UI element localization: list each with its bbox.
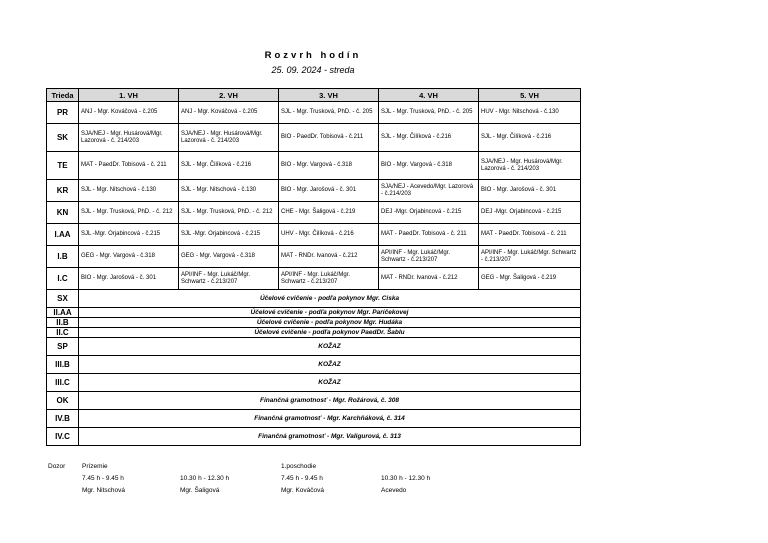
class-cell: III.B — [47, 356, 79, 374]
class-cell: SX — [47, 290, 79, 308]
merged-lesson-cell: Účelové cvičenie - podľa pokynov Mgr. Hudáka — [79, 318, 581, 328]
header-vh4: 4. VH — [379, 89, 479, 102]
table-row-merged — [47, 338, 581, 356]
lesson-cell: SJL - Mgr. Trusková, PhD. - č. 205 — [279, 102, 379, 124]
table-row-merged — [47, 290, 581, 308]
dozor-teacher: Acevedo — [381, 487, 407, 494]
merged-lesson-cell: Účelové cvičenie - podľa pokynov Mgr. Paríčekovej — [79, 308, 581, 318]
class-cell: KN — [47, 202, 79, 224]
lesson-cell: GEG - Mgr. Vargová - č.318 — [179, 246, 279, 268]
dozor-teacher: Mgr. Šaligová — [180, 487, 220, 494]
lesson-cell: DEJ -Mgr. Orjabincová - č.215 — [379, 202, 479, 224]
dozor-teacher: Mgr. Kováčová — [281, 487, 324, 494]
dozor-column-ground-floor-2 — [180, 461, 229, 497]
table-row-merged — [47, 328, 581, 338]
lesson-cell: BIO - Mgr. Jarošová - č. 301 — [479, 180, 581, 202]
lesson-cell: API/INF - Mgr. Lukáč/Mgr. Schwartz - č.213/207 — [179, 268, 279, 290]
lesson-cell: BIO - Mgr. Vargová - č.318 — [379, 152, 479, 180]
table-row — [47, 124, 581, 152]
lesson-cell: SJA/NEJ - Mgr. Husárová/Mgr. Lazorová - č. 214/203 — [79, 124, 179, 152]
header-vh3: 3. VH — [279, 89, 379, 102]
class-cell: II.C — [47, 328, 79, 338]
table-row-merged — [47, 356, 581, 374]
table-row-merged — [47, 308, 581, 318]
table-row — [47, 102, 581, 124]
dozor-column-first-floor — [281, 461, 324, 497]
dozor-location: Prízemie — [82, 463, 108, 470]
class-cell: SP — [47, 338, 79, 356]
class-cell: PR — [47, 102, 79, 124]
lesson-cell: SJL - Mgr. Nitschová - č.130 — [79, 180, 179, 202]
class-cell: KR — [47, 180, 79, 202]
lesson-cell: MAT - RNDr. Ivanová - č.212 — [279, 246, 379, 268]
class-cell: IV.B — [47, 410, 79, 428]
table-row-merged — [47, 318, 581, 328]
dozor-label: Dozor — [48, 463, 66, 470]
lesson-cell: SJA/NEJ - Mgr. Husárová/Mgr. Lazorová - č. 214/203 — [179, 124, 279, 152]
merged-lesson-cell: KOŽAZ — [79, 356, 581, 374]
dozor-location — [381, 461, 430, 473]
lesson-cell: DEJ -Mgr. Orjabincová - č.215 — [479, 202, 581, 224]
lesson-cell: GEG - Mgr. Šaligová - č.219 — [479, 268, 581, 290]
dozor-time: 7.45 h - 9.45 h — [82, 475, 124, 482]
lesson-cell: BIO - Mgr. Jarošová - č. 301 — [79, 268, 179, 290]
class-cell: I.B — [47, 246, 79, 268]
dozor-column-first-floor-2 — [381, 461, 430, 497]
dozor-time: 7.45 h - 9.45 h — [281, 475, 323, 482]
lesson-cell: BIO - Mgr. Vargová - č.318 — [279, 152, 379, 180]
lesson-cell: HUV - Mgr. Nitschová - č.130 — [479, 102, 581, 124]
header-vh2: 2. VH — [179, 89, 279, 102]
lesson-cell: SJA/NEJ - Acevedo/Mgr. Lazorová - č.214/203 — [379, 180, 479, 202]
header-vh5: 5. VH — [479, 89, 581, 102]
class-cell: II.AA — [47, 308, 79, 318]
header-class: Trieda — [47, 89, 79, 102]
lesson-cell: API/INF - Mgr. Lukáč/Mgr. Schwartz - č.213/207 — [479, 246, 581, 268]
merged-lesson-cell: Účelové cvičenie - podľa pokynov Mgr. Ciska — [79, 290, 581, 308]
merged-lesson-cell: Finančná gramotnosť - Mgr. Rožárová, č. 308 — [79, 392, 581, 410]
class-cell: I.AA — [47, 224, 79, 246]
lesson-cell: CHE - Mgr. Šaligová - č.219 — [279, 202, 379, 224]
page-subtitle: 25. 09. 2024 - streda — [271, 65, 355, 75]
merged-lesson-cell: Finančná gramotnosť - Mgr. Valigurová, č. 313 — [79, 428, 581, 446]
merged-lesson-cell: KOŽAZ — [79, 374, 581, 392]
table-row — [47, 246, 581, 268]
dozor-location — [180, 461, 229, 473]
lesson-cell: SJL - Mgr. Čilíková - č.216 — [379, 124, 479, 152]
page-title: Rozvrh hodín — [264, 50, 362, 61]
lesson-cell: SJL - Mgr. Trusková, PhD. - č. 205 — [379, 102, 479, 124]
class-cell: SK — [47, 124, 79, 152]
lesson-cell: BIO - PaedDr. Tobisová - č.211 — [279, 124, 379, 152]
dozor-location: 1.poschodie — [281, 463, 317, 470]
lesson-cell: SJL - Mgr. Nitschová - č.130 — [179, 180, 279, 202]
table-row-merged — [47, 428, 581, 446]
header-vh1: 1. VH — [79, 89, 179, 102]
class-cell: IV.C — [47, 428, 79, 446]
table-row — [47, 224, 581, 246]
class-cell: III.C — [47, 374, 79, 392]
table-row — [47, 152, 581, 180]
dozor-time: 10.30 h - 12.30 h — [180, 475, 230, 482]
lesson-cell: SJA/NEJ - Mgr. Husárová/Mgr. Lazorová - č. 214/203 — [479, 152, 581, 180]
lesson-cell: API/INF - Mgr. Lukáč/Mgr. Schwartz - č.213/207 — [379, 246, 479, 268]
lesson-cell: SJL -Mgr. Orjabincová - č.215 — [79, 224, 179, 246]
lesson-cell: SJL - Mgr. Trusková, PhD. - č. 212 — [179, 202, 279, 224]
lesson-cell: MAT - PaedDr. Tobisová - č. 211 — [379, 224, 479, 246]
lesson-cell: MAT - PaedDr. Tobisová - č. 211 — [79, 152, 179, 180]
lesson-cell: SJL -Mgr. Orjabincová - č.215 — [179, 224, 279, 246]
table-row-merged — [47, 410, 581, 428]
lesson-cell: API/INF - Mgr. Lukáč/Mgr. Schwartz - č.213/207 — [279, 268, 379, 290]
lesson-cell: BIO - Mgr. Jarošová - č. 301 — [279, 180, 379, 202]
dozor-column-ground-floor — [82, 461, 125, 497]
table-row — [47, 180, 581, 202]
lesson-cell: MAT - RNDr. Ivanová - č.212 — [379, 268, 479, 290]
table-row — [47, 268, 581, 290]
timetable — [46, 88, 581, 446]
lesson-cell: MAT - PaedDr. Tobisová - č. 211 — [479, 224, 581, 246]
dozor-time: 10.30 h - 12.30 h — [381, 475, 431, 482]
dozor-teacher: Mgr. Nitschová — [82, 487, 125, 494]
class-cell: II.B — [47, 318, 79, 328]
merged-lesson-cell: Účelové cvičenie - podľa pokynov PaedDr. Šablu — [79, 328, 581, 338]
lesson-cell: SJL - Mgr. Čilíková - č.216 — [479, 124, 581, 152]
class-cell: I.C — [47, 268, 79, 290]
lesson-cell: GEG - Mgr. Vargová - č.318 — [79, 246, 179, 268]
lesson-cell: SJL - Mgr. Trusková, PhD. - č. 212 — [79, 202, 179, 224]
merged-lesson-cell: KOŽAZ — [79, 338, 581, 356]
lesson-cell: SJL - Mgr. Čilíková - č.216 — [179, 152, 279, 180]
lesson-cell: ANJ - Mgr. Kováčová - č.205 — [79, 102, 179, 124]
class-cell: OK — [47, 392, 79, 410]
table-row-merged — [47, 392, 581, 410]
lesson-cell: ANJ - Mgr. Kováčová - č.205 — [179, 102, 279, 124]
merged-lesson-cell: Finančná gramotnosť - Mgr. Karchňáková, č. 314 — [79, 410, 581, 428]
class-cell: TE — [47, 152, 79, 180]
lesson-cell: UHV - Mgr. Čilíková - č.216 — [279, 224, 379, 246]
table-row — [47, 202, 581, 224]
table-row-merged — [47, 374, 581, 392]
header-row — [47, 89, 581, 102]
